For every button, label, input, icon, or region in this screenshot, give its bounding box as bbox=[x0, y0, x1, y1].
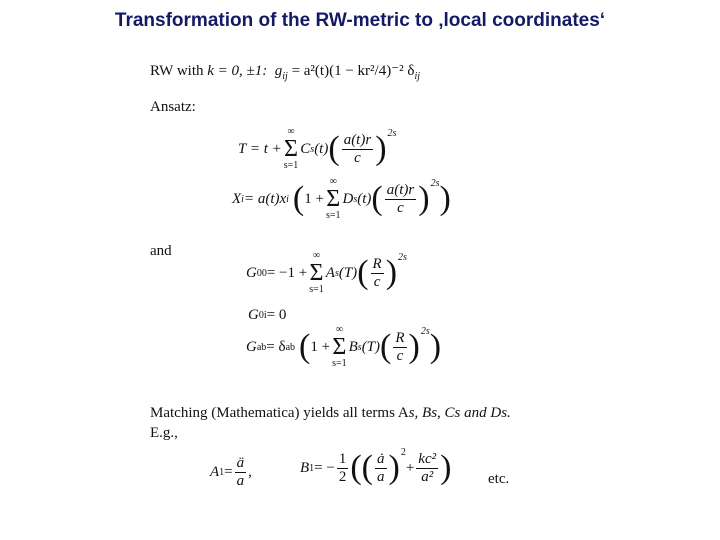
eq-X-term: D bbox=[342, 190, 354, 207]
eq-T-fraction bbox=[342, 132, 374, 166]
eq-A1-frac-num: ä bbox=[236, 455, 245, 471]
eq-X-one-plus: 1 + bbox=[304, 190, 324, 207]
eq-T-term-sub: s bbox=[310, 143, 315, 155]
eq-B1-lhs-sub: 1 bbox=[309, 462, 315, 474]
eq-Gab-frac-num: R bbox=[395, 330, 405, 346]
eq-T-term-arg: (t) bbox=[314, 140, 329, 157]
rw-metric-symbol: g bbox=[274, 63, 283, 79]
eq-G00-rhs: = −1 + bbox=[266, 264, 308, 281]
eq-G00-term-arg: (T) bbox=[338, 264, 358, 281]
eq-B1-inner-pow: 2 bbox=[400, 446, 406, 458]
rw-delta-sub: ij bbox=[414, 71, 420, 82]
sum-upper: ∞ bbox=[335, 324, 343, 335]
equation-G0i bbox=[248, 307, 286, 324]
eq-G00-term: A bbox=[325, 264, 335, 281]
sum-symbol: ∞ Σ s=1 bbox=[332, 324, 347, 369]
eq-B1-plus: + bbox=[405, 459, 415, 476]
eq-X-rhs-sup: i bbox=[286, 193, 289, 205]
sum-symbol: ∞ Σ s=1 bbox=[309, 250, 324, 295]
eq-T-frac-den: c bbox=[354, 149, 361, 166]
eq-G0i-lhs: G bbox=[248, 307, 259, 323]
eq-T-term: C bbox=[300, 140, 311, 157]
eq-G00-lhs: G bbox=[246, 264, 257, 281]
matching-line bbox=[150, 405, 511, 422]
eg-label: E.g., bbox=[150, 425, 178, 441]
eq-X-lhs: X bbox=[232, 190, 242, 207]
sum-symbol: ∞ Σ s=1 bbox=[325, 176, 341, 221]
eq-G00-term-sub: s bbox=[334, 267, 339, 279]
eq-A1-fraction bbox=[235, 455, 247, 489]
equation-B1: B 1 = − $\frac{1}{2}$ ( ( $\frac{ȧ}{a}$ ) 2 + $\frac{\text{kc²}}{\text{a²}}$ ) bbox=[300, 446, 452, 486]
eq-X-rhs: = a(t)x bbox=[243, 190, 287, 207]
eq-G00-frac-den: c bbox=[373, 273, 381, 290]
equation-Gab: G ab = δ ab ( 1 + ∞ Σ s=1 B s (T) ( $\frac{R}{c}$ ) 2s ) bbox=[246, 324, 442, 369]
scanned-derivation bbox=[150, 55, 580, 525]
eq-X-power: 2s bbox=[430, 177, 440, 189]
eq-T-power: 2s bbox=[387, 127, 397, 139]
equation-X: X i = a(t)x i ( 1 + ∞ Σ s=1 D s (t) ( $\frac{a(t)r}{c}$ ) 2s ) bbox=[232, 176, 451, 221]
eq-X-term-arg: (t) bbox=[357, 190, 372, 207]
rw-metric-rhs: = a²(t)(1 − kr²/4)⁻² δ bbox=[287, 63, 415, 79]
eq-A1-equals: = bbox=[224, 463, 233, 480]
equation-A1 bbox=[210, 455, 252, 489]
rw-prefix: RW with bbox=[150, 63, 208, 79]
eq-Gab-lhs-sub: ab bbox=[256, 341, 267, 353]
eq-B1-k-den: a² bbox=[421, 468, 434, 485]
eq-X-frac-den: c bbox=[397, 199, 404, 216]
sum-lower: s=1 bbox=[283, 160, 299, 171]
eq-A1-comma: , bbox=[248, 463, 252, 480]
eq-Gab-rhs: = δ bbox=[266, 338, 286, 355]
eq-G0i-rhs: = 0 bbox=[266, 307, 287, 323]
rw-k-condition: k = 0, ±1: bbox=[207, 63, 268, 79]
eq-A1-frac-den: a bbox=[236, 472, 245, 489]
eq-B1-half-den: 2 bbox=[338, 468, 347, 485]
eq-X-lhs-sup: i bbox=[241, 193, 244, 205]
matching-terms: s, Bs, Cs and Ds. bbox=[408, 405, 511, 421]
eq-G00-power: 2s bbox=[398, 251, 407, 263]
eq-B1-lhs: B bbox=[300, 459, 310, 476]
equation-G00: G 00 = −1 + ∞ Σ s=1 A s (T) ( $\frac{R}{c}$ ) 2s bbox=[246, 250, 407, 295]
eq-Gab-term-arg: (T) bbox=[361, 338, 381, 355]
eq-B1-k-fraction bbox=[416, 451, 438, 485]
eq-B1-inner-den: a bbox=[377, 468, 385, 485]
etc-label: etc. bbox=[488, 471, 510, 487]
eq-T-frac-num: a(t)r bbox=[343, 132, 372, 148]
sum-upper: ∞ bbox=[312, 250, 321, 261]
eq-B1-half bbox=[337, 451, 349, 485]
rw-line bbox=[150, 61, 420, 82]
eq-G0i-lhs-sub: 0i bbox=[258, 310, 267, 321]
equation-T: T = t + ∞ Σ s=1 C s (t) ( $\frac{a(t)r}{c}$ ) 2s bbox=[238, 126, 397, 171]
eq-G00-lhs-sub: 00 bbox=[256, 267, 267, 279]
and-label: and bbox=[150, 243, 172, 259]
eq-A1-lhs-sub: 1 bbox=[219, 466, 225, 478]
sum-lower: s=1 bbox=[325, 210, 341, 221]
eq-B1-inner-num: ȧ bbox=[377, 451, 385, 467]
eq-T-lhs: T = t + bbox=[238, 140, 282, 157]
eq-X-fraction bbox=[385, 182, 417, 216]
rw-metric-sub: ij bbox=[282, 71, 288, 82]
eq-G00-fraction bbox=[371, 256, 384, 290]
sum-upper: ∞ bbox=[287, 126, 295, 137]
eq-B1-inner-fraction bbox=[375, 451, 387, 485]
eq-B1-half-num: 1 bbox=[338, 451, 347, 467]
eq-Gab-fraction bbox=[393, 330, 406, 364]
eq-X-frac-num: a(t)r bbox=[386, 182, 415, 198]
slide-title: Transformation of the RW-metric to ‚local coordinates‘ bbox=[114, 10, 606, 31]
eq-Gab-lhs: G bbox=[246, 338, 257, 355]
sum-symbol: ∞ Σ s=1 bbox=[283, 126, 299, 171]
ansatz-label: Ansatz: bbox=[150, 99, 196, 115]
eq-Gab-power: 2s bbox=[420, 325, 430, 337]
matching-text: Matching (Mathematica) yields all terms A bbox=[150, 405, 409, 421]
eq-Gab-term-sub: s bbox=[357, 341, 362, 353]
eq-B1-equals: = − bbox=[314, 459, 335, 476]
sum-upper: ∞ bbox=[329, 176, 337, 187]
sum-lower: s=1 bbox=[309, 284, 324, 295]
eq-X-term-sub: s bbox=[353, 193, 358, 205]
eq-Gab-term: B bbox=[348, 338, 358, 355]
eq-Gab-frac-den: c bbox=[396, 347, 404, 364]
eq-A1-lhs: A bbox=[210, 463, 220, 480]
eq-G00-frac-num: R bbox=[372, 256, 382, 272]
eq-Gab-rhs-sub: ab bbox=[285, 341, 296, 353]
eq-Gab-one-plus: 1 + bbox=[310, 338, 331, 355]
sum-lower: s=1 bbox=[332, 358, 347, 369]
eq-B1-k-num: kc² bbox=[418, 451, 437, 467]
